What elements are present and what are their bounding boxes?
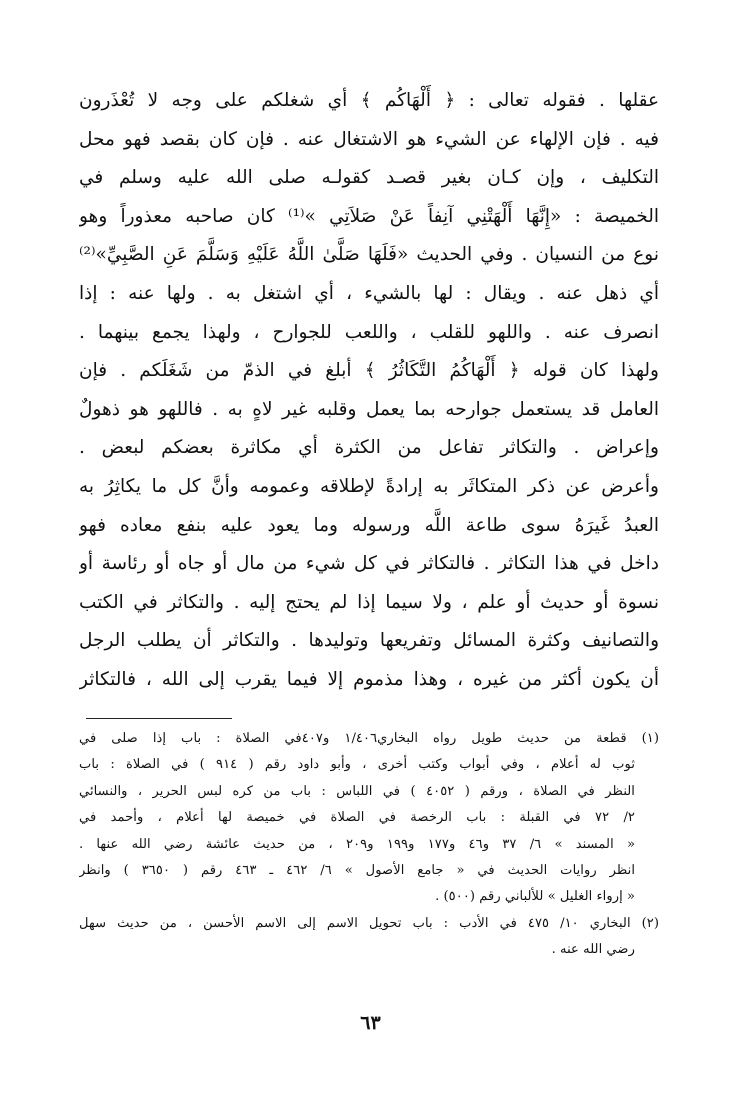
footnote-line: « المسند » ٦/ ٣٧ و٤٦ و١٧٧ و١٩٩ و٢٠٩ ، من حديث عائشة رضي الله عنها . [79,836,636,852]
footnote-line: ثوب له أعلام ، وفي أبواب وكتب أخرى ، وأبو داود رقم ( ٩١٤ ) في الصلاة : باب [79,757,636,773]
main-text [79,82,659,700]
text-line: ولهذا كان قوله ﴿ أَلْهَاكُمُ التَّكَاثُرُ ﴾ أبلغ في الذمّ من شَغَلَكم . فإن [79,360,659,382]
page-number: ٦٣ [360,1012,381,1034]
footnote-line: رضي الله عنه . [551,942,635,958]
text-line: نسوة أو حديث أو علم ، ولا سيما إذا لم يحتج إليه . والتكاثر في الكتب [79,591,659,613]
text-line: وإعراض . والتكاثر تفاعل من الكثرة أي مكاثرة بعضكم لبعض . [79,437,659,459]
text-line: العبدُ غَيرَهُ سوى طاعة اللَّه ورسوله وما يعود عليه بنفع معاده فهو [79,514,659,536]
text-line: أي ذهل عنه . ويقال : لها بالشيء ، أي اشتغل به . ولها عنه : إذا [79,282,659,304]
footnote-line: « إرواء الغليل » للألباني رقم (٥٠٠) . [435,889,635,905]
text-line: داخل في هذا التكاثر . فالتكاثر في كل شيء من مال أو جاه أو رئاسة أو [79,553,659,575]
footnote-line: النظر في الصلاة ، ورقم ( ٤٠٥٢ ) في اللباس : باب من كره لبس الحرير ، والنسائي [79,783,635,799]
text-line: انصرف عنه . واللهو للقلب ، واللعب للجوارح ، ولهذا يجمع بينهما . [79,321,659,343]
text-line: فيه . فإن الإلهاء عن الشيء هو الاشتغال عنه . فإن كان بقصد فهو محل [79,128,659,150]
footnote-line: (٢) البخاري ١٠/ ٤٧٥ في الأدب : باب تحويل الاسم إلى الاسم الأحسن ، من حديث سهل [79,915,659,931]
footnote-divider [86,718,232,719]
text-line: عقلها . فقوله تعالى : ﴿ أَلْهَاكُم ﴾ أي شغلكم على وجه لا تُعْذَرون [79,90,659,111]
footnote-line: انظر روايات الحديث في « جامع الأصول » ٦/ ٤٦٢ ـ ٤٦٣ رقم ( ٣٦٥٠ ) وانظر [79,862,635,878]
text-line: والتصانيف وكثرة المسائل وتفريعها وتوليدها . والتكاثر أن يطلب الرجل [79,630,659,652]
text-line: نوع من النسيان . وفي الحديث «فَلَهَا صَلَّىٰ اللَّهُ عَلَيْهِ وَسَلَّمَ عَنِ الصَّبِيِّ»⁽²⁾ [79,244,659,266]
footnote-line: ٢/ ٧٢ في القبلة : باب الرخصة في الصلاة في خميصة لها أعلام ، وأحمد في [79,810,635,826]
text-line: الخميصة : «إِنَّهَا أَلْهَتْنِي آنِفاً عَنْ صَلاَتِي »⁽¹⁾ كان صاحبه معذوراً وهو [79,205,659,227]
text-line: وأعرض عن ذكر المتكاثَر به إرادةً لإطلاقه وعمومه وأنَّ كل ما يكاثِرُ به [79,475,659,497]
text-line: التكليف ، وإن كـان بغير قصـد كقولـه صلى الله عليه وسلم في [79,167,659,189]
text-line: أن يكون أكثر من غيره ، وهذا مذموم إلا فيما يقرب إلى الله ، فالتكاثر [79,668,659,690]
text-line: العامل قد يستعمل جوارحه بما يعمل وقلبه غير لاهٍ به . فاللهو هو ذهولٌ [79,398,659,420]
footnote-line: (١) قطعة من حديث طويل رواه البخاري١/٤٠٦ و٤٠٧في الصلاة : باب إذا صلى في [79,731,659,746]
footnotes [79,726,659,964]
